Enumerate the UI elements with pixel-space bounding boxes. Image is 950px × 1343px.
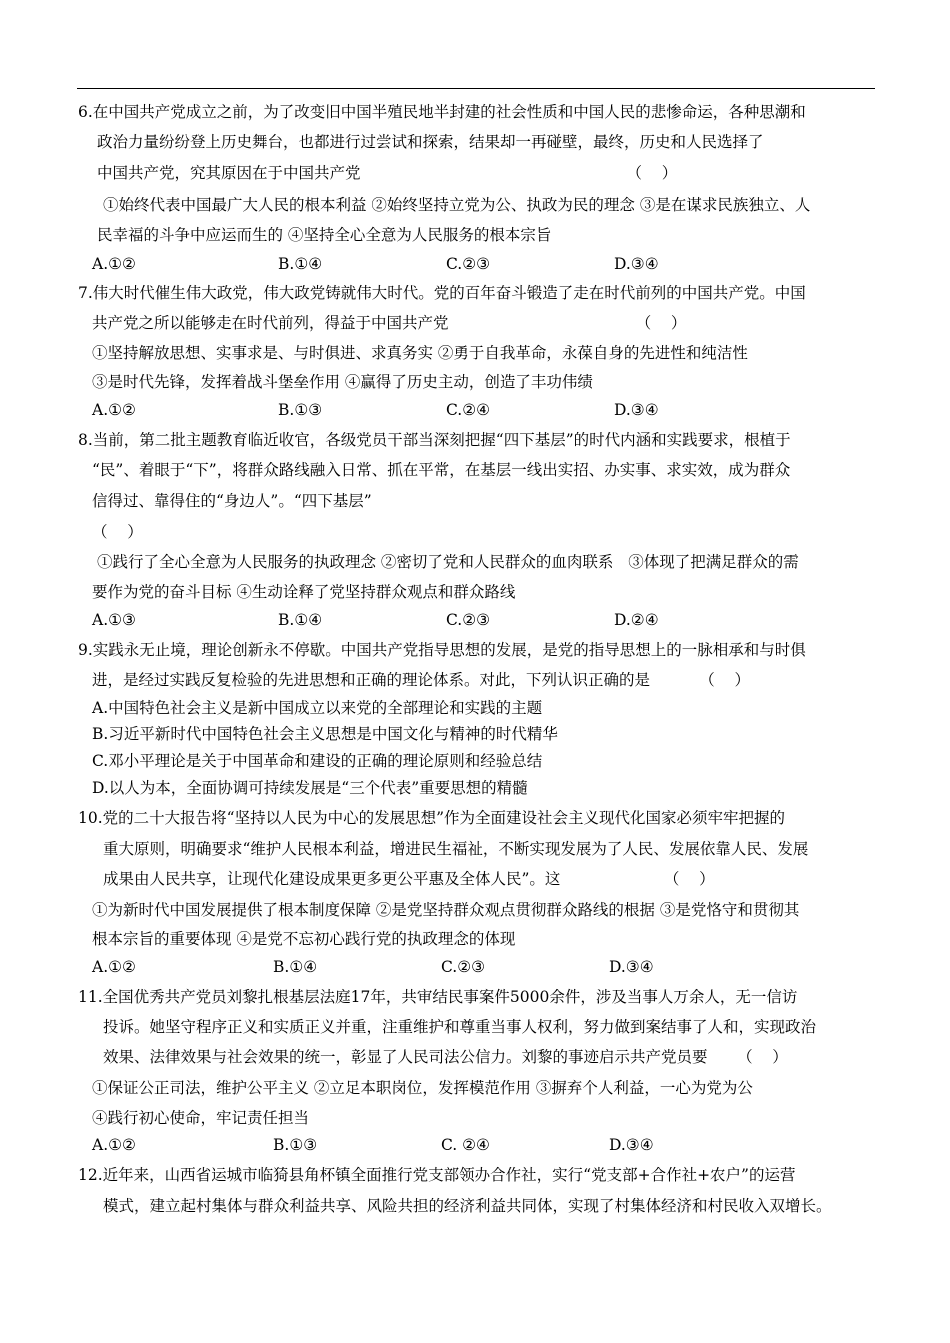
option-d: D.②④ xyxy=(614,611,659,629)
option-b: B.①③ xyxy=(278,401,323,419)
question-line: 模式，建立起村集体与群众利益共享、风险共担的经济利益共同体，实现了村集体经济和村民收入双增长。 xyxy=(103,1197,832,1215)
question-line: 11.全国优秀共产党员刘黎扎根基层法庭17年，共审结民事案件5000余件，涉及当事人万余人，无一信访 xyxy=(78,988,798,1006)
question-line: 中国共产党，究其原因在于中国共产党 （ ） xyxy=(97,164,678,182)
option-c: C.邓小平理论是关于中国革命和建设的正确的理论原则和经验总结 xyxy=(92,752,543,770)
option-b: B.习近平新时代中国特色社会主义思想是中国文化与精神的时代精华 xyxy=(92,725,558,743)
option-d: D.③④ xyxy=(609,1136,654,1154)
question-line: 共产党之所以能够走在时代前列，得益于中国共产党 （ ） xyxy=(92,314,687,332)
option-c: C.②④ xyxy=(446,401,491,419)
option-a: A.①③ xyxy=(92,611,136,629)
question-line: 政治力量纷纷登上历史舞台，也都进行过尝试和探索，结果却一再碰壁，最终，历史和人民选择了 xyxy=(97,133,764,151)
option-b: B.①④ xyxy=(278,611,323,629)
question-line: ①为新时代中国发展提供了根本制度保障 ②是党坚持群众观点贯彻群众路线的根据 ③是党恪守和贯彻其 xyxy=(92,901,800,919)
question-line: “民”、着眼于“下”，将群众路线融入日常、抓在平常，在基层一线出实招、办实事、求实效，成为群众 xyxy=(92,461,791,479)
question-line: ③是时代先锋，发挥着战斗堡垒作用 ④赢得了历史主动，创造了丰功伟绩 xyxy=(92,373,593,391)
question-line: 根本宗旨的重要体现 ④是党不忘初心践行党的执政理念的体现 xyxy=(92,930,516,948)
question-line: ①坚持解放思想、实事求是、与时俱进、求真务实 ②勇于自我革命，永葆自身的先进性和纯洁性 xyxy=(92,344,748,362)
question-line: 投诉。她坚守程序正义和实质正义并重，注重维护和尊重当事人权利，努力做到案结事了人和，实现政治 xyxy=(103,1018,817,1036)
question-line: ①保证公正司法，维护公平主义 ②立足本职岗位，发挥模范作用 ③摒弃个人利益，一心为党为公 xyxy=(92,1079,753,1097)
question-line: ①践行了全心全意为人民服务的执政理念 ②密切了党和人民群众的血肉联系 ③体现了把满足群众的需 xyxy=(97,553,799,571)
question-line: 效果、法律效果与社会效果的统一，彰显了人民司法公信力。刘黎的事迹启示共产党员要 （ ） xyxy=(103,1048,788,1066)
header-rule xyxy=(77,88,875,89)
option-d: D.③④ xyxy=(609,958,654,976)
question-line: 6.在中国共产党成立之前，为了改变旧中国半殖民地半封建的社会性质和中国人民的悲惨命运，各种思潮和 xyxy=(78,103,806,121)
question-line: 9.实践永无止境，理论创新永不停歇。中国共产党指导思想的发展，是党的指导思想上的一脉相承和与时俱 xyxy=(78,641,806,659)
question-line: 10.党的二十大报告将“坚持以人民为中心的发展思想”作为全面建设社会主义现代化国家必须牢牢把握的 xyxy=(78,809,786,827)
option-a: A.①② xyxy=(92,255,136,273)
option-c: C. ②④ xyxy=(441,1136,490,1154)
option-d: D.③④ xyxy=(614,255,659,273)
option-d: D.以人为本，全面协调可持续发展是“三个代表”重要思想的精髓 xyxy=(92,779,528,797)
question-line: 要作为党的奋斗目标 ④生动诠释了党坚持群众观点和群众路线 xyxy=(92,583,516,601)
question-line: 8.当前，第二批主题教育临近收官，各级党员干部当深刻把握“四下基层”的时代内涵和实践要求，根植于 xyxy=(78,431,791,449)
option-b: B.①③ xyxy=(273,1136,318,1154)
question-line: 7.伟大时代催生伟大政党，伟大政党铸就伟大时代。党的百年奋斗锻造了走在时代前列的中国共产党。中国 xyxy=(78,284,806,302)
option-a: A.中国特色社会主义是新中国成立以来党的全部理论和实践的主题 xyxy=(92,699,543,717)
option-a: A.①② xyxy=(92,401,136,419)
question-line: 12.近年来，山西省运城市临猗县角杯镇全面推行党支部领办合作社，实行“党支部+合作社+农户”的运营 xyxy=(78,1166,796,1184)
option-a: A.①② xyxy=(92,958,136,976)
question-line: 信得过、靠得住的“身边人”。“四下基层” xyxy=(92,492,372,510)
option-c: C.②③ xyxy=(446,255,491,273)
option-d: D.③④ xyxy=(614,401,659,419)
question-line: 民幸福的斗争中应运而生的 ④坚持全心全意为人民服务的根本宗旨 xyxy=(97,226,552,244)
question-line: ④践行初心使命，牢记责任担当 xyxy=(92,1109,310,1127)
question-line: ①始终代表中国最广大人民的根本利益 ②始终坚持立党为公、执政为民的理念 ③是在谋求民族独立、人 xyxy=(103,196,811,214)
option-a: A.①② xyxy=(92,1136,136,1154)
question-line: （ ） xyxy=(92,523,143,541)
option-c: C.②③ xyxy=(441,958,486,976)
option-c: C.②③ xyxy=(446,611,491,629)
question-line: 进，是经过实践反复检验的先进思想和正确的理论体系。对此，下列认识正确的是 （ ） xyxy=(92,671,750,689)
question-line: 成果由人民共享，让现代化建设成果更多更公平惠及全体人民”。这 （ ） xyxy=(103,870,715,888)
question-line: 重大原则，明确要求“维护人民根本利益，增进民生福祉，不断实现发展为了人民、发展依靠人民、发展 xyxy=(103,840,809,858)
option-b: B.①④ xyxy=(273,958,318,976)
option-b: B.①④ xyxy=(278,255,323,273)
